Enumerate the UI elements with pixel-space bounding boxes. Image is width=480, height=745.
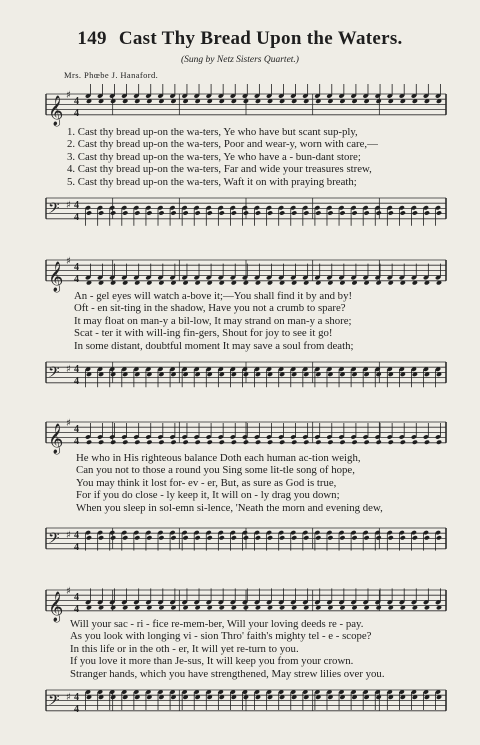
lyric-line: 5. Cast thy bread up-on the wa-ters, Waft it on with praying breath;: [67, 175, 357, 188]
time-signature: 4: [74, 262, 79, 273]
note-head: [146, 440, 152, 445]
bass-staff: [0, 188, 480, 238]
note-head: [98, 210, 104, 215]
note-head: [400, 440, 406, 445]
note-head: [327, 210, 333, 215]
note-head: [158, 440, 164, 445]
bass-staff: [0, 680, 480, 730]
note-head: [412, 440, 418, 445]
lyric-line: When you sleep in sol-emn si-lence, 'Neath the morn and evening dew,: [76, 501, 383, 514]
note-head: [255, 535, 261, 540]
bass-clef-icon: 𝄢: [48, 363, 60, 385]
time-signature: 4: [74, 273, 79, 285]
lyric-line: Will your sac - ri - fice re-mem-ber, Will your loving deeds re - pay.: [70, 618, 364, 630]
note-head: [351, 535, 357, 540]
note-head: [303, 440, 309, 445]
bass-staff: [0, 518, 480, 568]
note-head: [86, 535, 92, 540]
sharp-icon: ♯: [66, 90, 71, 101]
note-head: [315, 535, 321, 540]
note-head: [158, 210, 164, 215]
lyric-line: For if you do close - ly keep it, It will on - ly drag you down;: [76, 489, 340, 502]
note-head: [436, 535, 442, 540]
note-head: [388, 210, 394, 215]
lyric-line: It may float on man-y a bil-low, It may strand on man-y a shore;: [74, 314, 352, 327]
note-head: [98, 440, 104, 445]
note-head: [182, 440, 188, 445]
lyric-line: 1. Cast thy bread up-on the wa-ters, Ye who have but scant sup-ply,: [67, 126, 358, 138]
note-head: [231, 210, 237, 215]
note-head: [231, 440, 237, 445]
note-head: [412, 535, 418, 540]
time-signature: 4: [74, 435, 79, 447]
note-head: [195, 535, 201, 540]
note-head: [400, 210, 406, 215]
bass-clef-icon: 𝄢: [48, 529, 60, 551]
note-head: [219, 535, 225, 540]
note-head: [388, 440, 394, 445]
note-head: [134, 535, 140, 540]
note-head: [291, 440, 297, 445]
note-head: [122, 535, 128, 540]
hymn-title: [0, 28, 480, 50]
note-head: [231, 535, 237, 540]
note-head: [243, 440, 249, 445]
time-signature: 4: [74, 424, 79, 435]
note-head: [170, 535, 176, 540]
time-signature: 4: [74, 364, 79, 375]
lyric-line: He who in His righteous balance Doth each human ac-tion weigh,: [76, 452, 361, 464]
note-head: [182, 535, 188, 540]
note-head: [122, 440, 128, 445]
note-head: [207, 440, 213, 445]
note-head: [327, 535, 333, 540]
sharp-icon: ♯: [66, 364, 71, 375]
sharp-icon: ♯: [66, 586, 71, 597]
note-head: [195, 440, 201, 445]
note-head: [436, 440, 442, 445]
note-head: [376, 535, 382, 540]
bass-clef-icon: 𝄢: [48, 691, 60, 713]
sharp-icon: ♯: [66, 692, 71, 703]
time-signature: 4: [74, 530, 79, 541]
note-head: [424, 535, 430, 540]
note-head: [291, 535, 297, 540]
lyric-line: In some distant, doubtful moment It may save a soul from death;: [74, 339, 354, 352]
note-head: [363, 440, 369, 445]
note-head: [182, 210, 188, 215]
note-head: [424, 210, 430, 215]
sharp-icon: ♯: [66, 530, 71, 541]
note-head: [424, 440, 430, 445]
note-head: [327, 440, 333, 445]
note-head: [436, 210, 442, 215]
note-head: [170, 210, 176, 215]
sharp-icon: ♯: [66, 200, 71, 211]
note-head: [339, 440, 345, 445]
note-head: [219, 440, 225, 445]
note-head: [363, 210, 369, 215]
note-head: [351, 210, 357, 215]
note-head: [110, 210, 116, 215]
time-signature: 4: [74, 603, 79, 615]
lyric-line: You may think it lost for- ev - er, But, as sure as God is true,: [76, 476, 337, 489]
note-head: [303, 210, 309, 215]
note-head: [255, 210, 261, 215]
note-head: [158, 535, 164, 540]
note-head: [351, 440, 357, 445]
bass-staff: [0, 352, 480, 402]
note-head: [267, 535, 273, 540]
hymn-number: 149: [77, 28, 107, 49]
sharp-icon: ♯: [66, 418, 71, 429]
lyric-line: Stranger hands, which you have strengthened, May strew lilies over you.: [70, 667, 385, 680]
lyric-line: In this life or in the oth - er, It will yet re-turn to you.: [70, 642, 299, 655]
note-head: [388, 535, 394, 540]
note-head: [134, 210, 140, 215]
note-head: [303, 535, 309, 540]
lyric-line: Can you not to those a round you Sing some lit-tle song of hope,: [76, 464, 355, 477]
treble-clef-icon: 𝄞: [48, 591, 64, 622]
note-head: [339, 535, 345, 540]
note-head: [134, 440, 140, 445]
note-head: [98, 535, 104, 540]
lyric-line: An - gel eyes will watch a-bove it;—You shall find it by and by!: [74, 290, 353, 302]
note-head: [376, 440, 382, 445]
note-head: [412, 210, 418, 215]
lyric-line: 3. Cast thy bread up-on the wa-ters, Ye who have a - bun-dant store;: [67, 150, 361, 163]
hymn-title-text: Cast Thy Bread Upon the Waters.: [118, 28, 403, 49]
note-head: [315, 440, 321, 445]
note-head: [291, 210, 297, 215]
treble-clef-icon: 𝄞: [48, 95, 64, 126]
treble-clef-icon: 𝄞: [48, 261, 64, 292]
note-head: [279, 535, 285, 540]
note-head: [339, 210, 345, 215]
lyric-line: If you love it more than Je-sus, It will keep you from your crown.: [70, 655, 354, 668]
lyrics-block: [67, 126, 378, 188]
hymn-author: Mrs. Phœbe J. Hanaford.: [64, 70, 159, 80]
note-head: [243, 535, 249, 540]
bass-clef-icon: 𝄢: [48, 199, 60, 221]
note-head: [110, 535, 116, 540]
note-head: [267, 440, 273, 445]
note-head: [207, 535, 213, 540]
lyric-line: Oft - en sit-ting in the shadow, Have you not a crumb to spare?: [74, 302, 346, 315]
time-signature: 4: [74, 692, 79, 703]
lyrics-block: [74, 290, 353, 352]
note-head: [279, 440, 285, 445]
hymn-subtitle: (Sung by Netz Sisters Quartet.): [181, 55, 299, 65]
note-head: [255, 440, 261, 445]
note-head: [400, 535, 406, 540]
note-head: [376, 210, 382, 215]
note-head: [170, 440, 176, 445]
treble-clef-icon: 𝄞: [48, 423, 64, 454]
note-head: [86, 210, 92, 215]
lyrics-block: [70, 618, 385, 680]
time-signature: 4: [74, 200, 79, 211]
time-signature: 4: [74, 541, 79, 553]
note-head: [279, 210, 285, 215]
lyric-line: Scat - ter it with will-ing fin-gers, Shout for joy to see it go!: [74, 327, 333, 340]
note-head: [110, 440, 116, 445]
note-head: [195, 210, 201, 215]
sharp-icon: ♯: [66, 256, 71, 267]
note-head: [219, 210, 225, 215]
note-head: [146, 535, 152, 540]
note-head: [122, 210, 128, 215]
note-head: [86, 440, 92, 445]
time-signature: 4: [74, 107, 79, 119]
lyric-line: 2. Cast thy bread up-on the wa-ters, Poor and wear-y, worn with care,—: [67, 138, 378, 151]
time-signature: 4: [74, 211, 79, 223]
note-head: [315, 210, 321, 215]
time-signature: 4: [74, 96, 79, 107]
time-signature: 4: [74, 375, 79, 387]
time-signature: 4: [74, 703, 79, 715]
note-head: [243, 210, 249, 215]
note-head: [207, 210, 213, 215]
lyric-line: As you look with longing vi - sion Thro' faith's mighty tel - e - scope?: [70, 630, 372, 643]
note-head: [363, 535, 369, 540]
note-head: [146, 210, 152, 215]
note-head: [267, 210, 273, 215]
time-signature: 4: [74, 592, 79, 603]
lyrics-block: [76, 452, 383, 514]
lyric-line: 4. Cast thy bread up-on the wa-ters, Far and wide your treasures strew,: [67, 163, 372, 176]
